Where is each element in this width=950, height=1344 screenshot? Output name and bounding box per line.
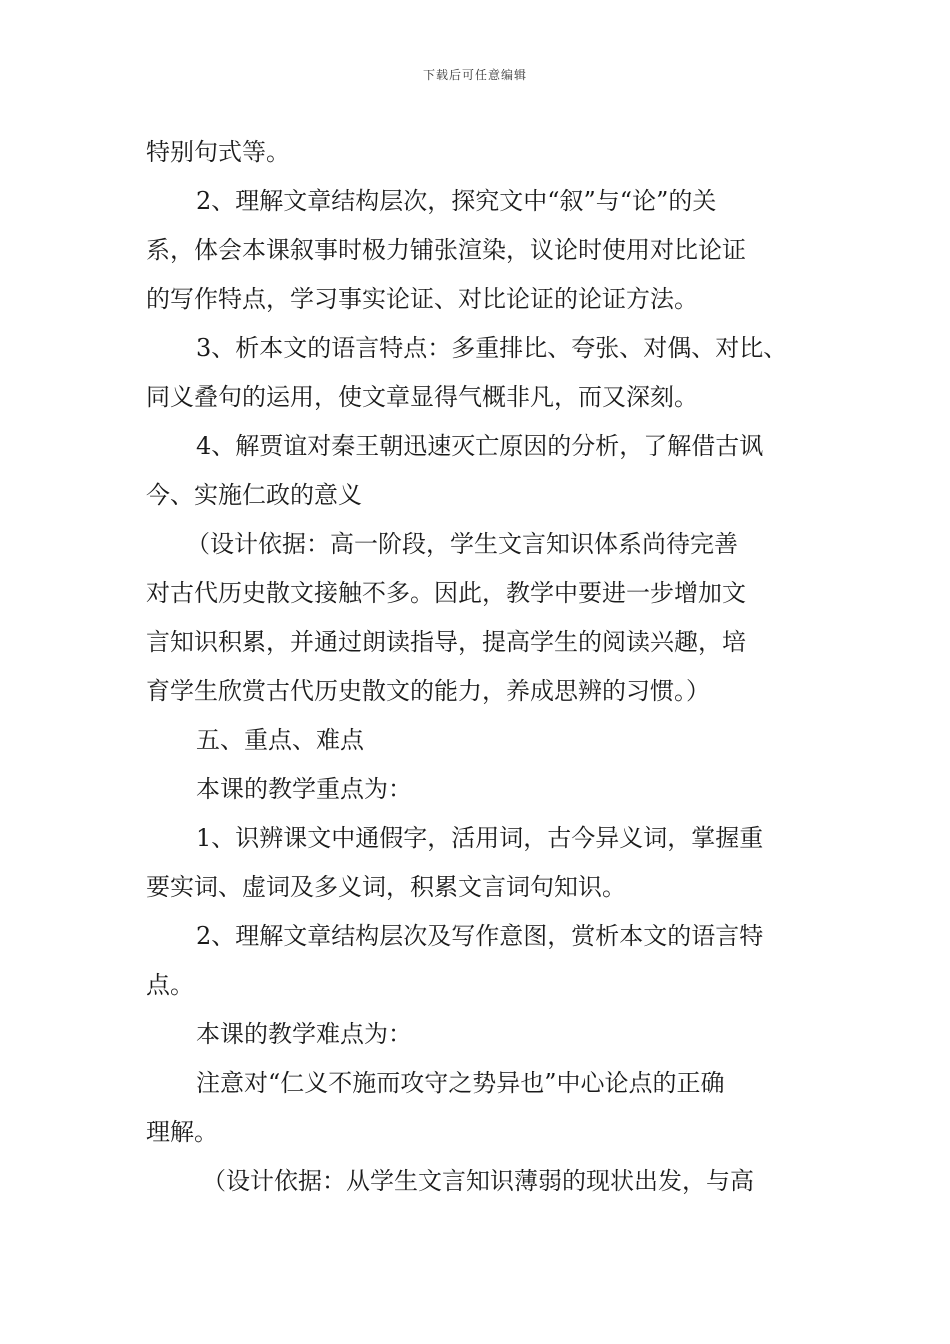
text-line: 1、识辨课文中通假字，活用词，古今异义词，掌握重: [196, 824, 764, 852]
text-line: 2、理解文章结构层次及写作意图，赏析本文的语言特: [196, 922, 764, 950]
page-header: 下载后可任意编辑: [422, 68, 527, 82]
section-heading: 五、重点、难点: [196, 726, 364, 754]
text-line: 系，体会本课叙事时极力铺张渲染，议论时使用对比论证: [146, 236, 746, 264]
text-line: 育学生欣赏古代历史散文的能力，养成思辨的习惯。）: [146, 677, 710, 705]
text-line: （设计依据：从学生文言知识薄弱的现状出发，与高: [202, 1167, 754, 1195]
text-line: 3、析本文的语言特点：多重排比、夸张、对偶、对比、: [196, 334, 788, 362]
text-line: 本课的教学重点为：: [196, 775, 412, 803]
text-line: 理解。: [146, 1118, 218, 1146]
text-line: 特别句式等。: [146, 138, 290, 166]
text-line: 要实词、虚词及多义词，积累文言词句知识。: [146, 873, 626, 901]
text-line: 对古代历史散文接触不多。因此，教学中要进一步增加文: [146, 579, 746, 607]
document-body: [146, 128, 826, 1206]
text-line: 本课的教学难点为：: [196, 1020, 412, 1048]
text-line: 今、实施仁政的意义: [146, 481, 362, 509]
text-line: 点。: [146, 971, 194, 999]
text-line: 言知识积累，并通过朗读指导，提高学生的阅读兴趣，培: [146, 628, 746, 656]
text-line: 2、理解文章结构层次，探究文中“叙”与“论”的关: [196, 187, 717, 215]
text-line: 4、解贾谊对秦王朝迅速灭亡原因的分析，了解借古讽: [196, 432, 764, 460]
text-line: （设计依据：高一阶段，学生文言知识体系尚待完善: [186, 530, 738, 558]
text-line: 注意对“仁义不施而攻守之势异也”中心论点的正确: [196, 1069, 725, 1097]
text-line: 的写作特点，学习事实论证、对比论证的论证方法。: [146, 285, 698, 313]
text-line: 同义叠句的运用，使文章显得气概非凡，而又深刻。: [146, 383, 698, 411]
